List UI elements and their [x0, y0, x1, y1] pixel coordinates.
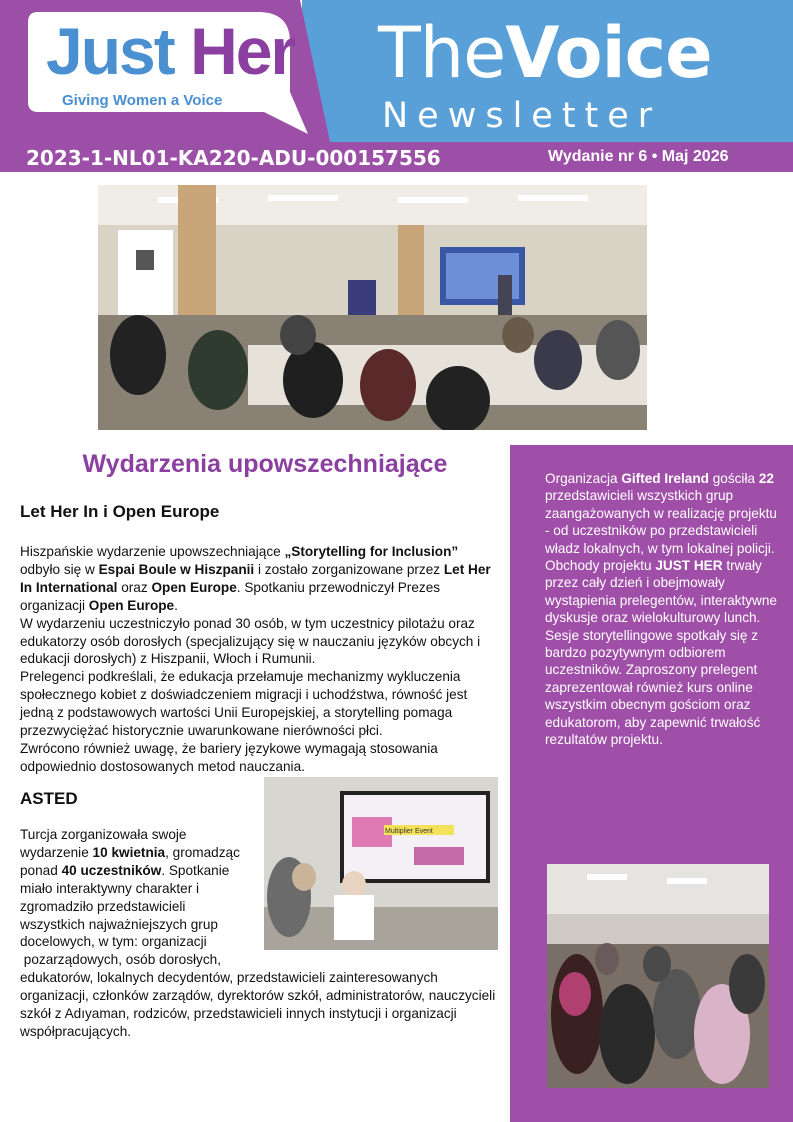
- logo-tagline: Giving Women a Voice: [62, 92, 223, 109]
- text-run: Obchody projektu: [545, 558, 656, 574]
- text-run: . Spotkanie: [161, 862, 230, 878]
- text-run: gościła: [708, 471, 759, 486]
- asted-line: docelowych, w tym: organizacji: [20, 934, 207, 950]
- asted-line: zgromadziło przedstawicieli: [20, 898, 186, 914]
- sidebar-paragraph-3: Sesje storytellingowe spotkały się z bardzo pozytywnym odbiorem uczestników. Zaproszony prelegent zaprezentował również kurs online wszystkim obecnym gościom oraz edukatorom, aby zapewnić trwałość rezultatów projektu.: [545, 627, 761, 748]
- asted-line: miało interaktywny charakter i: [20, 880, 200, 896]
- text-run: Espai Boule w Hiszpanii: [98, 561, 255, 577]
- asted-line: [20, 844, 500, 862]
- text-run: „Storytelling for Inclusion”: [284, 544, 459, 559]
- text-run: i zostało zorganizowane przez: [254, 561, 444, 577]
- asted-line: [20, 862, 500, 880]
- logo-word-just: Just: [46, 14, 174, 88]
- text-run: Hiszpańskie wydarzenie upowszechniające: [20, 544, 285, 559]
- asted-line: pozarządowych, osób dorosłych,: [20, 952, 221, 968]
- text-run: ponad: [20, 862, 62, 878]
- text-run: oraz: [117, 579, 152, 595]
- screen-event-label: Multiplier Event: [385, 828, 433, 835]
- text-run: odbyło się w: [20, 561, 99, 577]
- text-run: . Spotkaniu przewodniczył Prezes organizacji: [20, 579, 441, 613]
- asted-line: wszystkich najważniejszych grup: [20, 916, 218, 932]
- newsletter-subtitle: Newsletter: [382, 96, 662, 136]
- article-heading-let-her-in: Let Her In i Open Europe: [20, 502, 220, 521]
- sidebar-text: [545, 470, 777, 749]
- text-run: przedstawicieli wszystkich grup zaangażowanych w realizację projektu - od uczestników po przedstawicieli władz lokalnych, w tym lokalnej policji.: [545, 488, 777, 556]
- newsletter-title: [378, 12, 712, 94]
- text-run: Open Europe: [88, 597, 175, 613]
- logo-just-her: [46, 14, 295, 88]
- article1-paragraph-2: W wydarzeniu uczestniczyło ponad 30 osób, w tym uczestnicy pilotażu oraz edukatorzy osób dorosłych (specjalizujący się w nauczaniu języków obcych i edukacji dorosłych) z Hiszpanii, Włoch i Rumunii.: [20, 615, 481, 667]
- article-body-let-her-in: [20, 543, 500, 776]
- text-run: Organizacja: [545, 471, 622, 486]
- asted-line: edukatorów, lokalnych decydentów, przedstawicieli zainteresowanych organizacji, członków zarządów, dyrektorów szkół, administratorów, nauczycieli szkół z Adıyaman, rodziców, przedstawicieli innych instytucji i organizacji współpracujących.: [20, 970, 496, 1039]
- section-title: Wydarzenia upowszechniające: [82, 450, 448, 478]
- sidebar-paragraph-2: [545, 557, 777, 627]
- sidebar-paragraph-1: [545, 470, 777, 557]
- asted-line: Turcja zorganizowała swoje: [20, 827, 187, 842]
- text-run: .: [174, 597, 178, 613]
- article-body-asted: [20, 826, 500, 1041]
- article-heading-asted: ASTED: [20, 789, 78, 808]
- article1-paragraph-3: Prelegenci podkreślali, że edukacja przełamuje mechanizmy wykluczenia społecznego kobiet z doświadczeniem migracji i uchodźstwa, równość jest jedną z podstawowych wartości Unii Europejskiej, a storytelling pomaga przezwyciężać historycznie uwarunkowane nierówności płci.: [20, 669, 468, 739]
- text-run: Gifted Ireland: [621, 471, 709, 486]
- event-photo-spain: [98, 185, 647, 430]
- title-the: The: [378, 12, 506, 94]
- text-run: , gromadząc: [165, 844, 240, 860]
- text-run: wydarzenie: [20, 844, 93, 860]
- text-run: JUST HER: [655, 558, 723, 574]
- event-photo-ireland: [547, 864, 769, 1088]
- text-run: trwały przez cały dzień i obejmowały wystąpienia prelegentów, interaktywne dyskusje oraz wielokulturowy lunch.: [545, 558, 777, 626]
- text-run: Let Her In International: [20, 561, 491, 595]
- issue-number: Wydanie nr 6 • Maj 2026: [548, 148, 729, 165]
- text-run: Open Europe: [151, 579, 237, 595]
- text-run: 22: [758, 471, 774, 486]
- article1-paragraph-1: [20, 543, 500, 615]
- title-voice: Voice: [505, 12, 712, 94]
- newsletter-header: [0, 0, 793, 148]
- text-run: 10 kwietnia: [92, 844, 166, 860]
- project-id: 2023-1-NL01-KA220-ADU-000157556: [26, 146, 441, 170]
- article1-paragraph-4: Zwrócono również uwagę, że bariery językowe wymagają stosowania odpowiednio dostosowanych metod nauczania.: [20, 740, 438, 774]
- logo-word-her: Her: [190, 14, 295, 88]
- text-run: 40 uczestników: [61, 862, 162, 878]
